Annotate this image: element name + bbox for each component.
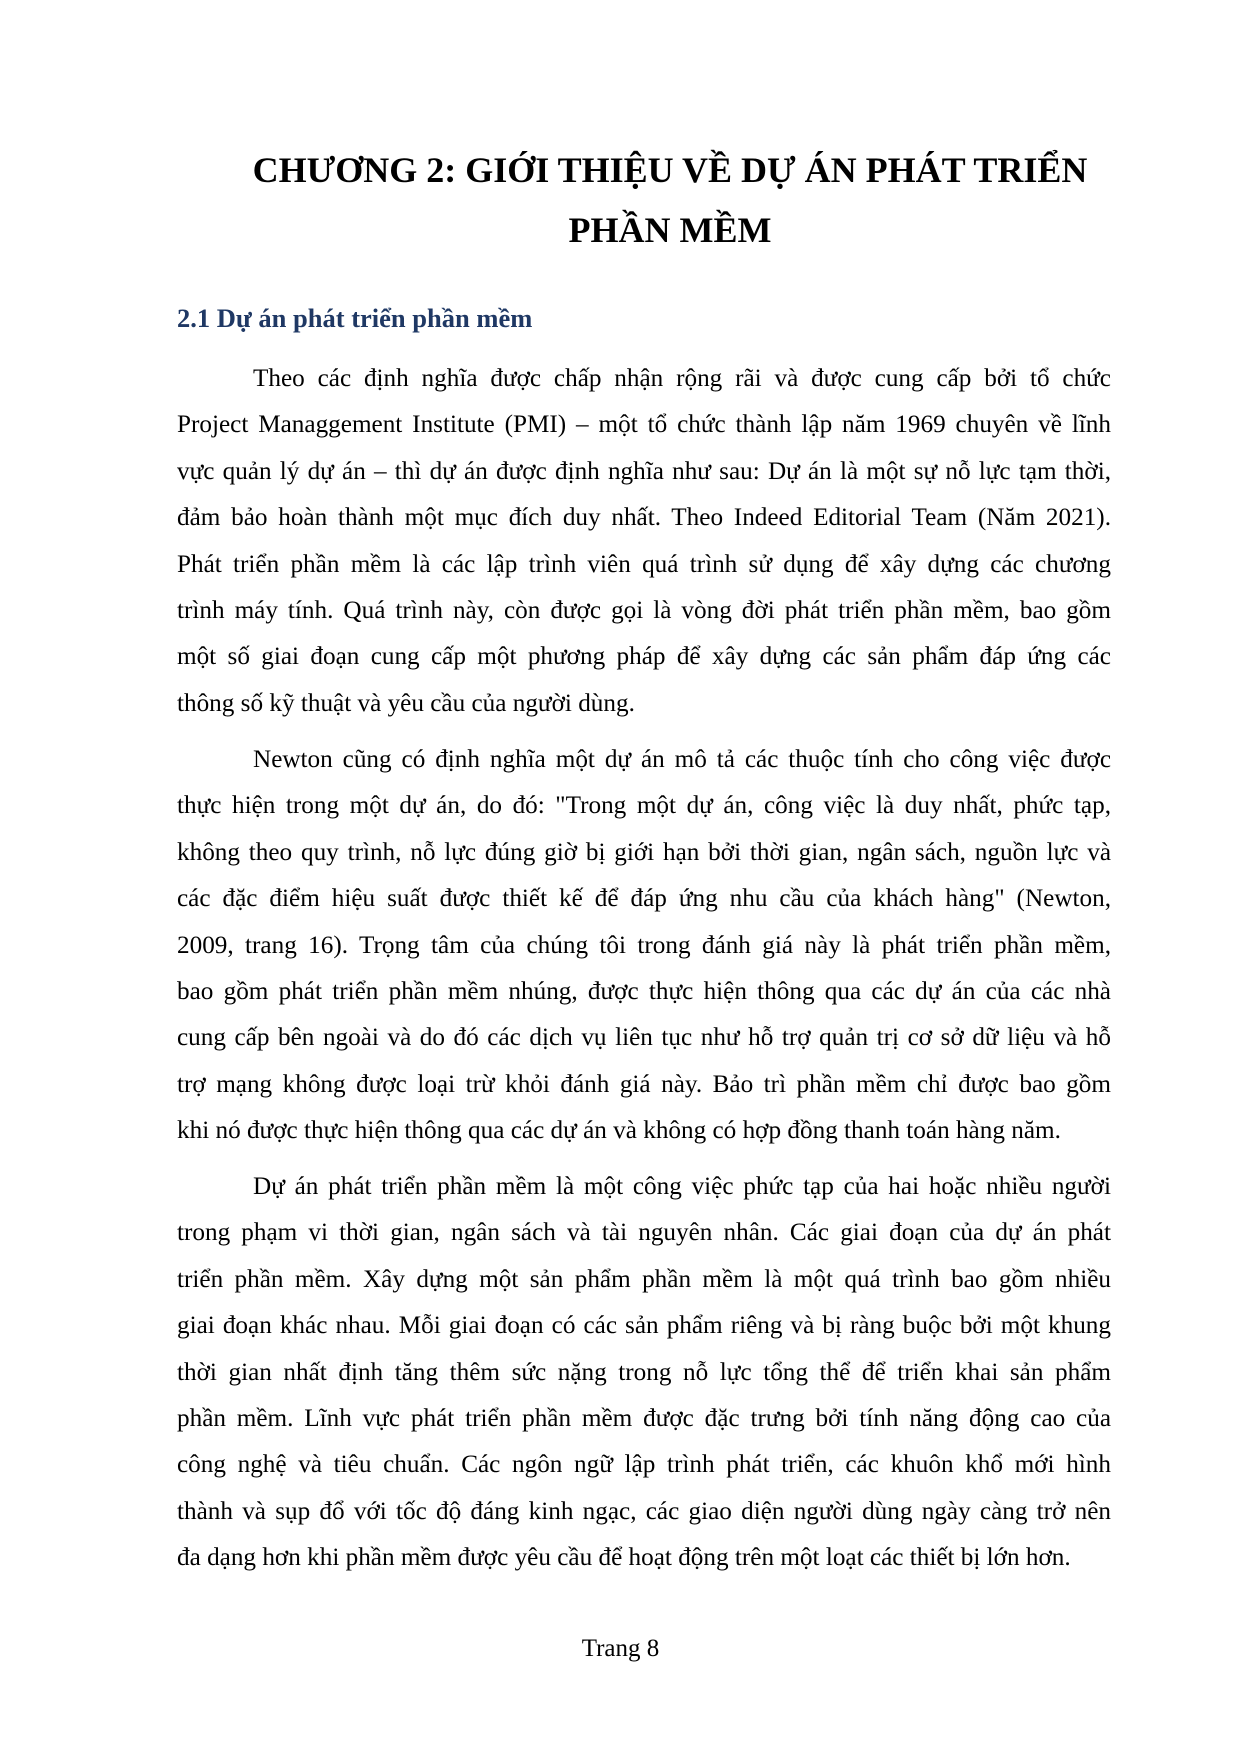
paragraph-line: triển phần mềm. Xây dựng một sản phẩm phần mềm là một quá trình bao gồm nhiều	[177, 1265, 1111, 1293]
paragraph-line: trong phạm vi thời gian, ngân sách và tài nguyên nhân. Các giai đoạn của dự án phát	[177, 1219, 1111, 1247]
paragraph-line: cung cấp bên ngoài và do đó các dịch vụ liên tục như hỗ trợ quản trị cơ sở dữ liệu và hỗ	[177, 1024, 1111, 1052]
paragraph-line: công nghệ và tiêu chuẩn. Các ngôn ngữ lập trình phát triển, các khuôn khổ mới hình	[177, 1451, 1111, 1479]
paragraph-line: khi nó được thực hiện thông qua các dự án và không có hợp đồng thanh toán hàng năm.	[177, 1117, 1061, 1145]
paragraph-line: bao gồm phát triển phần mềm nhúng, được thực hiện thông qua các dự án của các nhà	[177, 977, 1111, 1005]
paragraph-2	[177, 737, 1111, 1155]
paragraph-line: thông số kỹ thuật và yêu cầu của người dùng.	[177, 689, 635, 717]
section-heading: 2.1 Dự án phát triển phần mềm	[177, 303, 533, 333]
paragraph-line: đa dạng hơn khi phần mềm được yêu cầu để hoạt động trên một loạt các thiết bị lớn hơn.	[177, 1544, 1071, 1572]
paragraph-line: không theo quy trình, nỗ lực đúng giờ bị giới hạn bởi thời gian, ngân sách, nguồn lực và	[177, 838, 1111, 866]
paragraph-line: thời gian nhất định tăng thêm sức nặng trong nỗ lực tổng thể để triển khai sản phẩm	[177, 1358, 1111, 1386]
paragraph-line: trình máy tính. Quá trình này, còn được gọi là vòng đời phát triển phần mềm, bao gồm	[177, 596, 1111, 624]
chapter-title	[170, 140, 1170, 260]
chapter-title-line-2: PHẦN MỀM	[568, 210, 772, 250]
paragraph-line: Newton cũng có định nghĩa một dự án mô tả các thuộc tính cho công việc được	[253, 746, 1111, 773]
paragraph-line: trợ mạng không được loại trừ khỏi đánh giá này. Bảo trì phần mềm chỉ được bao gồm	[177, 1070, 1111, 1098]
paragraph-line: vực quản lý dự án – thì dự án được định nghĩa như sau: Dự án là một sự nỗ lực tạm thời,	[177, 457, 1111, 485]
paragraph-1	[177, 356, 1111, 727]
paragraph-line: Phát triển phần mềm là các lập trình viên quá trình sử dụng để xây dựng các chương	[177, 550, 1111, 578]
paragraph-line: phần mềm. Lĩnh vực phát triển phần mềm được đặc trưng bởi tính năng động cao của	[177, 1404, 1111, 1432]
paragraph-line: các đặc điểm hiệu suất được thiết kế để đáp ứng nhu cầu của khách hàng" (Newton,	[177, 885, 1111, 913]
paragraph-line: Dự án phát triển phần mềm là một công việc phức tạp của hai hoặc nhiều người	[253, 1173, 1111, 1200]
paragraph-line: giai đoạn khác nhau. Mỗi giai đoạn có các sản phẩm riêng và bị ràng buộc bởi một khung	[177, 1312, 1111, 1340]
paragraph-line: một số giai đoạn cung cấp một phương pháp để xây dựng các sản phẩm đáp ứng các	[177, 643, 1111, 671]
paragraph-line: thành và sụp đổ với tốc độ đáng kinh ngạc, các giao diện người dùng ngày càng trở nên	[177, 1497, 1111, 1525]
paragraph-line: đảm bảo hoàn thành một mục đích duy nhất. Theo Indeed Editorial Team (Năm 2021).	[177, 504, 1111, 532]
paragraph-line: 2009, trang 16). Trọng tâm của chúng tôi trong đánh giá này là phát triển phần mềm,	[177, 931, 1111, 959]
page-number: Trang 8	[581, 1635, 660, 1662]
chapter-title-line-1: CHƯƠNG 2: GIỚI THIỆU VỀ DỰ ÁN PHÁT TRIỂN	[252, 150, 1088, 190]
paragraph-line: thực hiện trong một dự án, do đó: "Trong một dự án, công việc là duy nhất, phức tạp,	[177, 792, 1111, 820]
paragraph-line: Project Managgement Institute (PMI) – một tổ chức thành lập năm 1969 chuyên về lĩnh	[177, 411, 1111, 439]
paragraph-3	[177, 1164, 1111, 1582]
paragraph-line: Theo các định nghĩa được chấp nhận rộng rãi và được cung cấp bởi tổ chức	[253, 365, 1111, 392]
